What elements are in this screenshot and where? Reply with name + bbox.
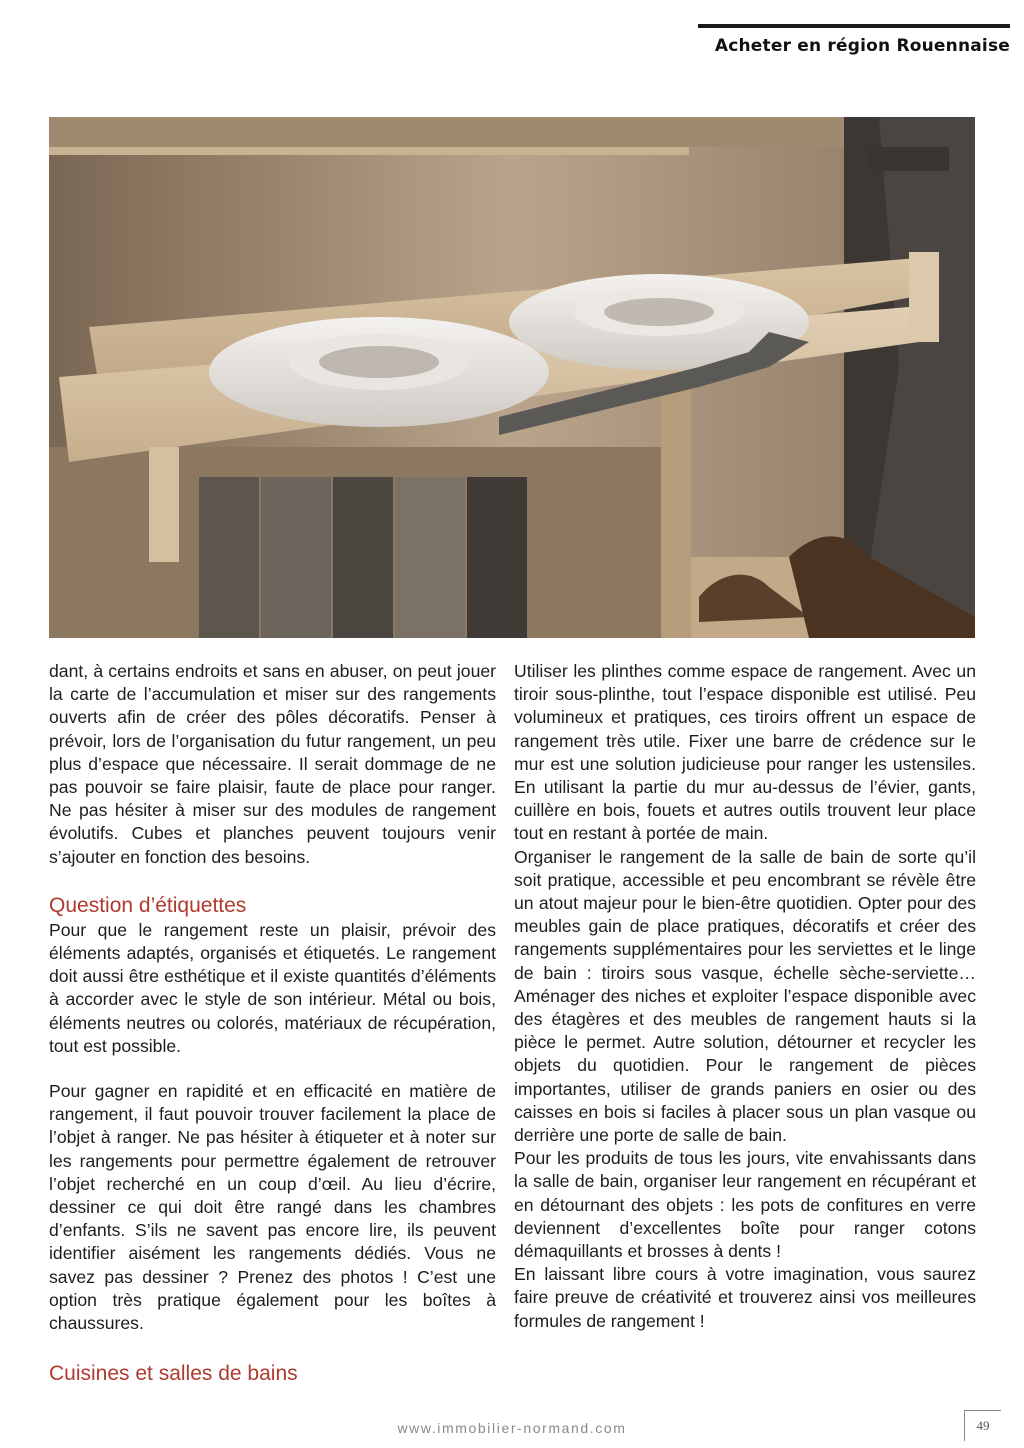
right-paragraph-1: Utiliser les plinthes comme espace de rangement. Avec un tiroir sous-plinthe, tout l’espace disponible est utilisé. Peu volumineux et pratiques, ces tiroirs offrent un espace de rangement très utile. Fixer une barre de crédence sur le mur est une solution judicieuse pour ranger les ustensiles. En utilisant la partie du mur au-dessus de l’évier, gants, cuillère en bois, fouets et autres outils trouvent leur place tout en restant à portée de main.: [514, 661, 976, 844]
hanging-trousers-1: [199, 477, 259, 638]
heading-cuisines-salles-de-bains: Cuisines et salles de bains: [49, 1362, 298, 1386]
wardrobe-divider: [661, 377, 691, 638]
top-shelf-edge: [49, 147, 689, 155]
article-photo: [49, 117, 975, 638]
left-paragraph-2: Pour que le rangement reste un plaisir, prévoir des éléments adaptés, organisés et étiquetés. Le rangement doit aussi être esthétique et il existe quantités d’éléments à accorder avec le style de son intérieur. Métal ou bois, éléments neutres ou colorés, matériaux de récupération, tout est possible.: [49, 919, 496, 1056]
header-rule: [698, 24, 1010, 28]
section-title: Acheter en région Rouennaise: [714, 36, 1010, 56]
right-column: [514, 660, 976, 1333]
left-paragraph-1: dant, à certains endroits et sans en abuser, on peut jouer la carte de l’accumulation et miser sur des rangements ouverts afin de créer des pôles décoratifs. Penser à prévoir, lors de l’organisation du futur rangement, un peu plus d’espace que nécessaire. Il serait dommage de ne pas pouvoir se faire plaisir, faute de place pour ranger. Ne pas hésiter à miser sur des modules de rangement évolutifs. Cubes et planches peuvent toujours venir s’ajouter en fonction des besoins.: [49, 661, 496, 867]
left-column: [49, 660, 496, 1387]
shelf-side-left: [149, 447, 179, 562]
heading-question-etiquettes: Question d’étiquettes: [49, 893, 247, 917]
hanging-trousers-4: [395, 477, 465, 638]
footer-website-link[interactable]: www.immobilier-normand.com: [397, 1420, 627, 1436]
top-shelf: [49, 117, 975, 147]
left-paragraph-3: Pour gagner en rapidité et en efficacité en matière de rangement, il faut pouvoir trouver facilement la place de l’objet à ranger. Ne pas hésiter à étiqueter et à noter sur les rangements pour permettre également de retrouver l’objet recherché en un coup d’œil. Au lieu d’écrire, dessiner ce qui doit être rangé dans les chambres d’enfants. S’ils ne savent pas encore lire, ils peuvent identifier aisément les rangements dédiés. Vous ne savez pas dessiner ? Prenez des photos ! C’est une option très pratique également pour les boîtes à chaussures.: [49, 1081, 496, 1334]
page-number: 49: [964, 1410, 1001, 1441]
jacket-pocket: [869, 147, 949, 171]
shirt-collar-2-hole: [604, 298, 714, 326]
hanging-trousers-2: [261, 477, 331, 638]
shelf-side-right: [909, 252, 939, 342]
hanging-trousers-3: [333, 477, 393, 638]
hanging-trousers-5: [467, 477, 527, 638]
right-paragraph-2: Organiser le rangement de la salle de bain de sorte qu’il soit pratique, accessible et peu encombrant se révèle être un atout majeur pour le bien-être quotidien. Opter pour des meubles gain de place pratiques, décoratifs et créer des rangements supplémentaires pour les serviettes et le linge de bain : tiroirs sous vasque, échelle sèche-serviette… Aménager des niches et exploiter l’espace disponible avec des étagères et des meubles de rangement hauts si la pièce le permet. Autre solution, détourner et recycler les objets du quotidien. Pour le rangement de pièces importantes, utiliser de grands paniers en osier ou des caisses en bois si faciles à placer sous un plan vasque ou derrière une porte de salle de bain.: [514, 846, 976, 1146]
right-paragraph-3: Pour les produits de tous les jours, vite envahissants dans la salle de bain, organiser leur rangement en récupérant et en détournant des objets : les pots de confitures en verre deviennent d’excellentes boîte pour ranger cotons démaquillants et brosses à dents !: [514, 1148, 976, 1262]
right-paragraph-4: En laissant libre cours à votre imagination, vous saurez faire preuve de créativité et trouverez ainsi vos meilleures formules de rangement !: [514, 1264, 976, 1331]
shirt-collar-1-hole: [319, 346, 439, 378]
wardrobe-illustration: [49, 117, 975, 638]
